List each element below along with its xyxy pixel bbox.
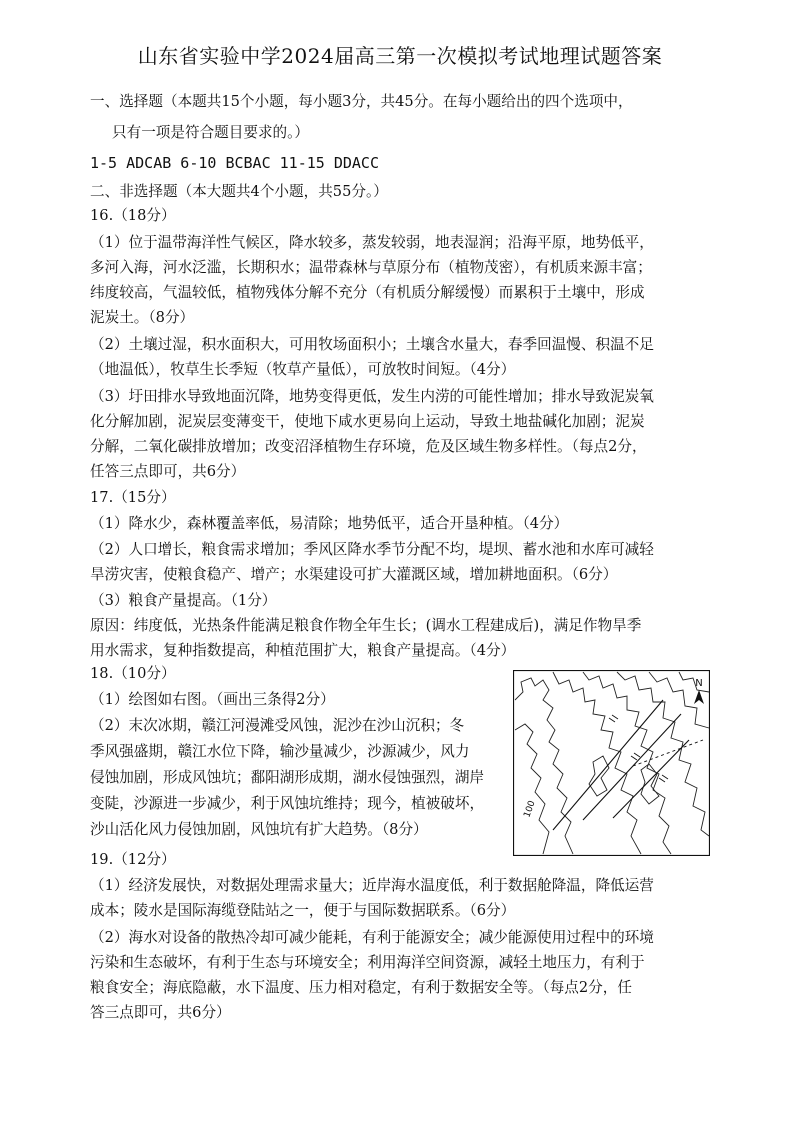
q18-answer-2: 侵蚀加剧，形成风蚀坑；鄱阳湖形成期，湖水侵蚀强烈，湖岸 bbox=[90, 769, 485, 786]
q17-reason: 原因：纬度低，光热条件能满足粮食作物全年生长；(调水工程建成后)，满足作物旱季 bbox=[90, 617, 642, 634]
section1-heading-cont: 只有一项是符合题目要求的。） bbox=[112, 124, 310, 141]
contour-map-figure bbox=[513, 670, 710, 856]
north-label: N bbox=[695, 678, 703, 689]
q19-answer-1: （1）经济发展快，对数据处理需求量大；近岸海水温度低，利于数据舱降温，降低运营 bbox=[90, 877, 654, 894]
q17-answer-2: 旱涝灾害，使粮食稳产、增产；水渠建设可扩大灌溉区域，增加耕地面积。（6分） bbox=[90, 566, 618, 583]
q16-answer-3: 分解，二氧化碳排放增加；改变沼泽植物生存环境，危及区域生物多样性。（每点2分， bbox=[90, 438, 647, 455]
q16-answer-3: 化分解加剧，泥炭层变薄变干，使地下咸水更易向上运动，导致土地盐碱化加剧；泥炭 bbox=[90, 413, 645, 430]
q17-answer-2: （2）人口增长，粮食需求增加；季风区降水季节分配不均，堤坝、蓄水池和水库可减轻 bbox=[90, 541, 654, 558]
q19-header: 19.（12分） bbox=[90, 851, 176, 868]
q18-answer-2: 变陡，沙源进一步减少，利于风蚀坑维持；现今，植被破坏， bbox=[90, 795, 485, 812]
q19-answer-1: 成本；陵水是国际海缆登陆站之一，便于与国际数据联系。（6分） bbox=[90, 902, 516, 919]
q16-answer-1: 泥炭土。（8分） bbox=[90, 309, 195, 326]
q19-answer-2: （2）海水对设备的散热冷却可减少能耗，有利于能源安全；减少能源使用过程中的环境 bbox=[90, 929, 654, 946]
q16-answer-1: （1）位于温带海洋性气候区，降水较多，蒸发较弱，地表湿润；沿海平原，地势低平， bbox=[90, 234, 654, 251]
contour-value-label: 100 bbox=[522, 799, 538, 820]
q16-answer-2: （2）土壤过湿，积水面积大，可用牧场面积小；土壤含水量大，春季回温慢、积温不足 bbox=[90, 336, 654, 353]
q16-answer-1: 纬度较高，气温较低，植物残体分解不充分（有机质分解缓慢）而累积于土壤中，形成 bbox=[90, 284, 645, 301]
q18-answer-2: （2）末次冰期，赣江河漫滩受风蚀，泥沙在沙山沉积；冬 bbox=[90, 717, 465, 734]
q16-header: 16.（18分） bbox=[90, 207, 176, 224]
page-title: 山东省实验中学2024届高三第一次模拟考试地理试题答案 bbox=[137, 44, 663, 68]
choice-answers: 1-5 ADCAB 6-10 BCBAC 11-15 DDACC bbox=[90, 154, 379, 172]
q19-answer-2: 粮食安全；海底隐蔽，水下温度、压力相对稳定，有利于数据安全等。（每点2分，任 bbox=[90, 979, 632, 996]
q16-answer-3: 任答三点即可，共6分） bbox=[90, 463, 246, 480]
q17-answer-3: （3）粮食产量提高。（1分） bbox=[90, 592, 277, 609]
q17-reason: 用水需求，复种指数提高，种植范围扩大，粮食产量提高。（4分） bbox=[90, 642, 516, 659]
q16-answer-1: 多河入海，河水泛滥，长期积水；温带森林与草原分布（植物茂密），有机质来源丰富； bbox=[90, 259, 652, 276]
q19-answer-2: 答三点即可，共6分） bbox=[90, 1004, 231, 1021]
q18-header: 18.（10分） bbox=[90, 665, 176, 682]
q18-answer-2: 沙山活化风力侵蚀加剧，风蚀坑有扩大趋势。（8分） bbox=[90, 821, 428, 838]
q18-answer-2: 季风强盛期，赣江水位下降，输沙量减少，沙源减少，风力 bbox=[90, 743, 470, 760]
q17-answer-1: （1）降水少，森林覆盖率低，易清除；地势低平，适合开垦种植。（4分） bbox=[90, 515, 569, 532]
section2-heading: 二、非选择题（本大题共4个小题，共55分。） bbox=[90, 183, 388, 200]
q17-header: 17.（15分） bbox=[90, 489, 176, 506]
q16-answer-2: （地温低），牧草生长季短（牧草产量低），可放牧时间短。（4分） bbox=[90, 361, 516, 378]
q19-answer-2: 污染和生态破坏，有利于生态与环境安全；利用海洋空间资源，减轻土地压力，有利于 bbox=[90, 954, 645, 971]
section1-heading: 一、选择题（本题共15个小题，每小题3分，共45分。在每小题给出的四个选项中， bbox=[90, 93, 633, 110]
q18-answer-1: （1）绘图如右图。（画出三条得2分） bbox=[90, 691, 335, 708]
q16-answer-3: （3）圩田排水导致地面沉降，地势变得更低，发生内涝的可能性增加；排水导致泥炭氧 bbox=[90, 388, 654, 405]
